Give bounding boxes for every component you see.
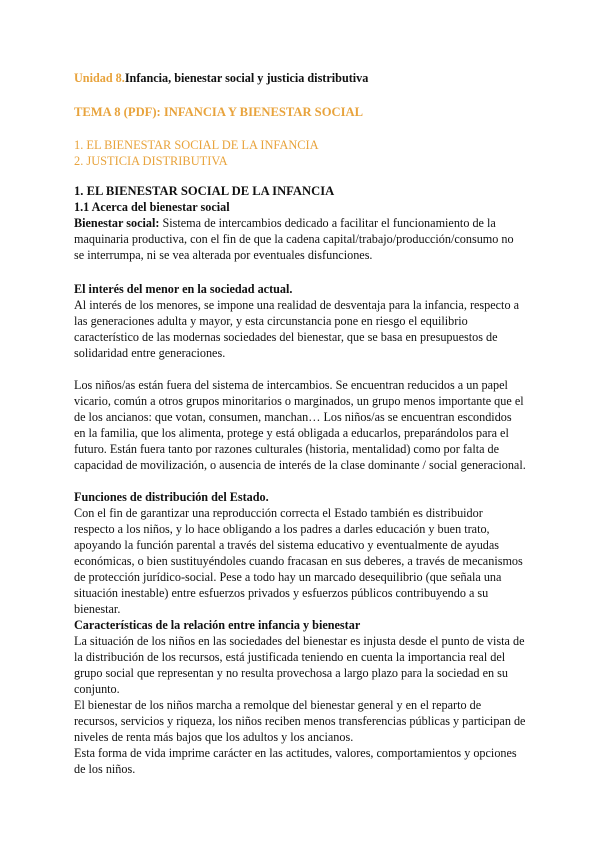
definition-paragraph [74, 215, 526, 263]
block-heading-interes-menor: El interés del menor en la sociedad actual. [74, 282, 293, 296]
unit-title [74, 70, 368, 86]
block-heading-funciones-estado: Funciones de distribución del Estado. [74, 490, 269, 504]
subsection-heading: 1.1 Acerca del bienestar social [74, 200, 230, 214]
paragraph-caracteristicas-3: Esta forma de vida imprime carácter en las actitudes, valores, comportamientos y opciones de los niños. [74, 746, 517, 776]
definition-term: Bienestar social: [74, 216, 160, 230]
unit-number: Unidad 8. [74, 71, 125, 85]
paragraph-funciones: Con el fin de garantizar una reproducción correcta el Estado también es distribuidor respecto a los niños, y lo hace obligando a los padres a darles educación y buen trato, apoyando la función parental a través del sistema educativo y eventualmente de ayudas económicas, o bien sustituyéndoles cuando fracasan en sus deberes, a través de mecanismos de protección jurídico-social. Pese a todo hay un marcado desequilibrio (que señala una situación inestable) entre esfuerzos privados y esfuerzos públicos contribuyendo a su bienestar. [74, 506, 523, 616]
paragraph-interes-1: Al interés de los menores, se impone una realidad de desventaja para la infancia, respecto a las generaciones adulta y mayor, y esta circunstancia pone en riesgo el equilibrio característico de las modernas sociedades del bienestar, que se basa en presupuestos de solidaridad entre generaciones. [74, 298, 519, 360]
tema-title: TEMA 8 (PDF): INFANCIA Y BIENESTAR SOCIAL [74, 105, 363, 119]
block-heading-caracteristicas: Características de la relación entre infancia y bienestar [74, 618, 361, 632]
paragraph-caracteristicas-1: La situación de los niños en las sociedades del bienestar es injusta desde el punto de vista de la distribución de los recursos, está justificada teniendo en cuenta la importancia real del grupo social que representan y no resulta provechosa a largo plazo para la sociedad en su conjunto. [74, 634, 525, 696]
section-heading: 1. EL BIENESTAR SOCIAL DE LA INFANCIA [74, 184, 335, 198]
paragraph-caracteristicas-2: El bienestar de los niños marcha a remolque del bienestar general y en el reparto de recursos, servicios y riqueza, los niños reciben menos transferencias públicas y participan de niveles de renta más bajos que los adultos y los ancianos. [74, 698, 526, 744]
unit-name: Infancia, bienestar social y justicia distributiva [124, 71, 369, 85]
toc-item-1: 1. EL BIENESTAR SOCIAL DE LA INFANCIA [74, 138, 319, 152]
definition-text: Sistema de intercambios dedicado a facilitar el funcionamiento de la maquinaria productiva, con el fin de que la cadena capital/trabajo/producción/consumo no se interrumpa, ni se vea alterada por eventuales disfunciones. [74, 216, 514, 262]
toc-item-2: 2. JUSTICIA DISTRIBUTIVA [74, 154, 228, 168]
paragraph-interes-2: Los niños/as están fuera del sistema de intercambios. Se encuentran reducidos a un papel vicario, común a otros grupos minoritarios o marginados, un grupo menos importante que el de los ancianos: que votan, consumen, manchan… Los niños/as se encuentran escondidos en la familia, que los alimenta, protege y está obligada a educarlos, preparándolos para el futuro. Están fuera tanto por razones culturales (historia, mentalidad) como por falta de capacidad de movilización, o ausencia de interés de la clase dominante / social generacional. [74, 378, 526, 472]
